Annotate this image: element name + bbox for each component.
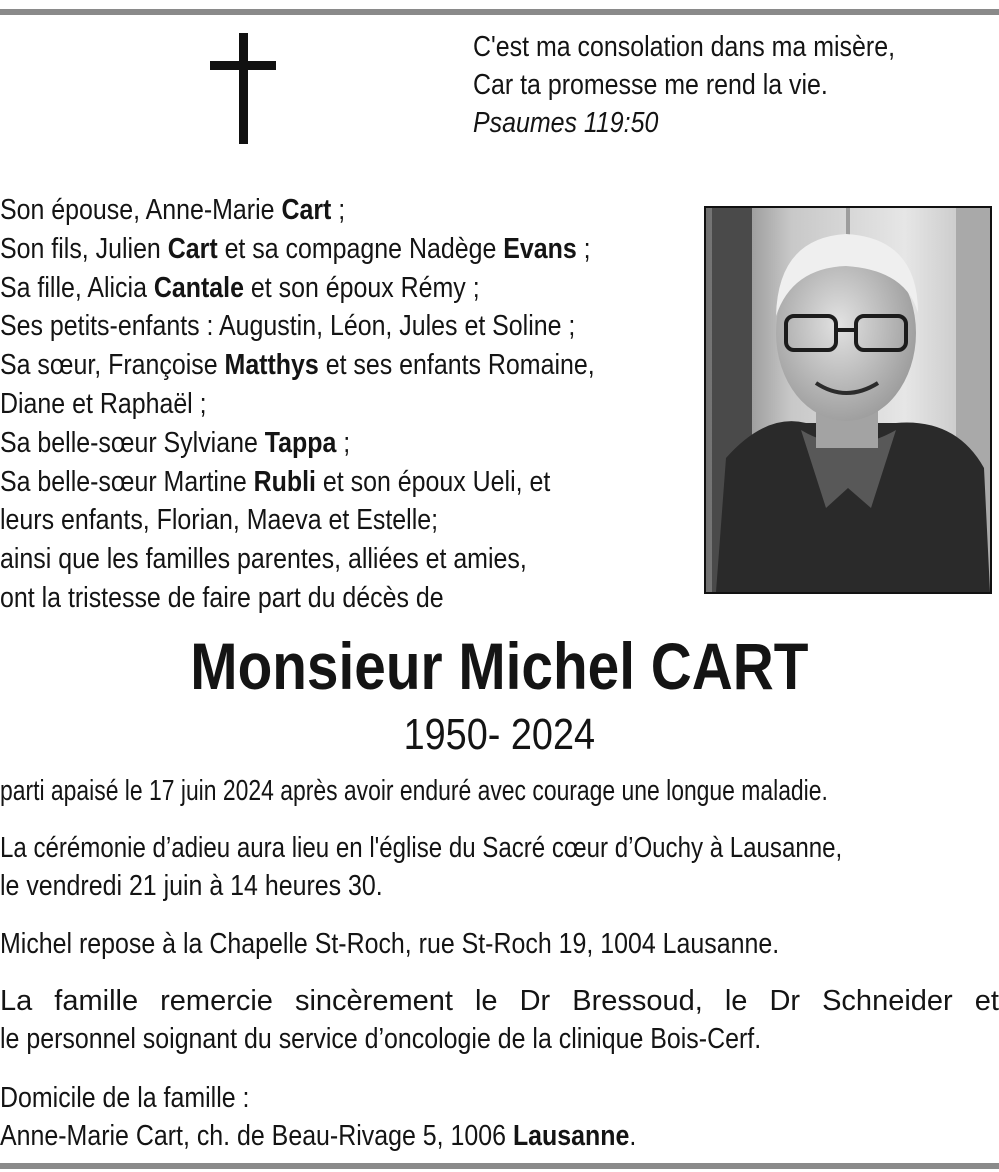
thanks-word: le xyxy=(724,985,748,1017)
thanks-word: famille xyxy=(54,985,139,1017)
thanks-word: remercie xyxy=(160,985,273,1017)
cross-icon xyxy=(210,33,276,145)
thanks-word: Bressoud, xyxy=(572,985,703,1017)
top-rule xyxy=(0,9,999,15)
thanks-word: La xyxy=(0,985,33,1017)
verse-line: C'est ma consolation dans ma misère, xyxy=(473,31,896,63)
thanks-word: et xyxy=(974,985,999,1017)
family-line: Ses petits-enfants : Augustin, Léon, Jules et Soline ; xyxy=(0,310,576,343)
family-address: Domicile de la famille : Anne-Marie Cart, ch. de Beau-Rivage 5, 1006 Lausanne. xyxy=(0,1082,637,1152)
thanks-paragraph: La famille remercie sincèrement le Dr Bressoud, le Dr Schneider et le personnel soignant du service d’oncologie de la clinique Bois-Cerf. xyxy=(0,982,999,1058)
thanks-word: Dr xyxy=(519,985,551,1017)
family-line: Sa sœur, Françoise Matthys et ses enfants Romaine, xyxy=(0,349,595,382)
family-line: Sa belle-sœur Martine Rubli et son époux Ueli, et xyxy=(0,465,551,498)
bible-verse xyxy=(473,28,895,142)
deceased-name: Monsieur Michel CART xyxy=(190,629,809,703)
family-line: Sa fille, Alicia Cantale et son époux Rémy ; xyxy=(0,271,480,304)
ceremony-info: La cérémonie d’adieu aura lieu en l'église du Sacré cœur d’Ouchy à Lausanne, le vendredi 21 juin à 14 heures 30. xyxy=(0,832,843,902)
family-line: Son épouse, Anne-Marie Cart ; xyxy=(0,194,346,226)
passing-note: parti apaisé le 17 juin 2024 après avoir enduré avec courage une longue maladie. xyxy=(0,775,828,807)
family-line: ainsi que les familles parentes, alliées et amies, xyxy=(0,543,527,576)
life-years: 1950- 2024 xyxy=(403,710,596,759)
thanks-word: sincèrement xyxy=(294,985,453,1017)
family-line: ont la tristesse de faire part du décès de xyxy=(0,581,444,614)
bottom-rule xyxy=(0,1163,999,1169)
family-list xyxy=(0,191,595,618)
thanks-line-justified xyxy=(0,982,999,1020)
verse-line: Car ta promesse me rend la vie. xyxy=(473,69,828,101)
portrait-photo xyxy=(704,206,992,594)
verse-reference: Psaumes 119:50 xyxy=(473,107,659,139)
family-line: Diane et Raphaël ; xyxy=(0,387,207,420)
family-line: leurs enfants, Florian, Maeva et Estelle; xyxy=(0,504,439,537)
family-line: Sa belle-sœur Sylviane Tappa ; xyxy=(0,426,351,459)
thanks-word: le xyxy=(474,985,498,1017)
chapel-info: Michel repose à la Chapelle St-Roch, rue St-Roch 19, 1004 Lausanne. xyxy=(0,928,780,960)
thanks-word: Schneider xyxy=(822,985,953,1017)
thanks-word: Dr xyxy=(769,985,801,1017)
family-line: Son fils, Julien Cart et sa compagne Nadège Evans ; xyxy=(0,232,591,265)
